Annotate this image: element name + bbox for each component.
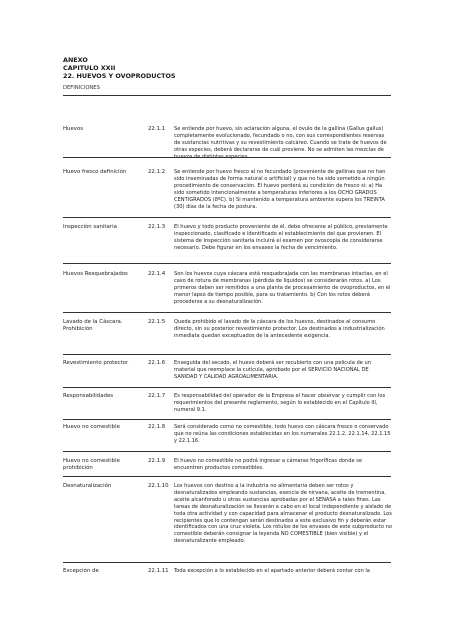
divider [63, 476, 391, 477]
article-number: 22.1.11 [148, 568, 169, 574]
definition-text: El huevo no comestible no podrá ingresar a cámaras frigoríficas donde se encuentren productos comestibles. [174, 458, 363, 471]
divider [63, 157, 391, 158]
article-number: 22.1.2 [148, 169, 166, 175]
divider [63, 562, 391, 563]
definition-text: Se entiende por huevo fresco al no fecundado (proveniente de gallinas que no han sido inseminadas de forma natural o artificial) y que no ha sido sometido a ningún procedimiento de conservación. El huevo perderá su condición de fresco si: a) Ha sido sometido intencionalmente a temperaturas inferiores a los OCHO GRADOS CENTIGRADOS (8ºC). b) Si mantenido a temperatura ambiente supera los TREINTA (30) días de la fecha de postura. [174, 169, 386, 210]
term-no-comestible: Huevo no comestible [63, 424, 120, 430]
article-number: 22.1.9 [148, 458, 166, 464]
article-number: 22.1.3 [148, 224, 166, 230]
definition-text: Queda prohibido el lavado de la cáscara de los huevos, destinados al consumo directo, sin su posterior revestimiento protector. Los destinados a industrialización inmediata quedan exceptuados de la antecedente exigencia. [174, 319, 385, 339]
annex-label: ANEXO [63, 56, 88, 64]
divider [63, 419, 391, 420]
term-revestimiento: Revestimiento protector [63, 360, 129, 366]
term-no-comestible-prohibicion: Huevo no comestible prohibición [63, 458, 120, 472]
article-number: 22.1.4 [148, 271, 166, 277]
document-header [63, 56, 176, 81]
divider [63, 312, 391, 313]
divider [63, 95, 391, 96]
definition-text: Los huevos con destino a la industria no alimentaria deben ser rotos y desnaturalizados empleando sustancias, esencia de nirvana, aceite de trementina, aceite alcanforado u otras sustancias aprobadas por el SENASA a tales fines. Las tareas de desnaturalización se llevarán a cabo en el local independiente y aislado de toda otra actividad y con capacidad para almacenar el producto desnaturalizado. Los recipientes que lo contengan serán destinados a este exclusivo fin y deberán estar identificados con una cruz violeta. Los rótulos de los envases de este subproducto no comestible deberán consignar la leyenda NO COMESTIBLE (bien visible) y el desnaturalizante empleado. [174, 483, 392, 545]
definition-text: El huevo y todo producto proveniente de él, debe ofrecerse al público, previamente inspeccionado, clasificado e identificado el establecimiento del que provienen. El sistema de inspección sanitaria incluirá el examen por ovoscopía de considerarse necesario. Debe figurar en los envases la fecha de vencimiento. [174, 224, 388, 251]
article-number: 22.1.8 [148, 424, 166, 430]
term-huevo-fresco: Huevo fresco definición [63, 169, 127, 175]
definition-text: Toda excepción a lo establecido en el apartado anterior deberá contar con la [174, 568, 370, 574]
term-lavado: Lavado de la Cáscara. Prohibición [63, 319, 123, 333]
definitions-subtitle: DEFINICIONES [63, 85, 100, 91]
term-inspeccion: Inspección sanitaria [63, 224, 117, 230]
definition-text: Se entiende por huevo, sin aclaración alguna, el óvulo de la gallina (Gallus gallus) completamente evolucionado, fecundado o no, con sus correspondientes reservas de sustancias nutritivas y su revestimiento calcáreo. Cuando se trate de huevos de otras especies, deberá declararse de cuál proviene. No se admiten las mezclas de huevos de distintas especies. [174, 126, 387, 160]
term-responsabilidades: Responsabilidades [63, 393, 114, 399]
divider [63, 263, 391, 264]
section-title: 22. HUEVOS Y OVOPRODUCTOS [63, 72, 176, 81]
article-number: 22.1.7 [148, 393, 166, 399]
definition-text: Es responsabilidad del operador de la Empresa el hacer observar y cumplir con los requerimientos del presente reglamento, según lo establecido en el Capítulo III, numeral 9.1. [174, 393, 386, 413]
article-number: 22.1.10 [148, 483, 169, 489]
term-desnaturalizacion: Desnaturalización [63, 483, 112, 489]
definition-text: Será considerado como no comestible, todo huevo con cáscara fresco o conservado que no reúna las condiciones establecidas en los numerales 22.1.2, 22.1.14, 22.1.15 y 22.1.16. [174, 424, 391, 444]
definition-text: Enseguida del secado, el huevo deberá ser recubierto con una película de un material que reemplace la cutícula, aprobado por el SERVICIO NACIONAL DE SANIDAD Y CALIDAD AGROALIMENTARIA. [174, 360, 371, 380]
term-resquebrajados: Huevos Resquebrajados [63, 271, 128, 277]
article-number: 22.1.1 [148, 126, 166, 132]
definition-text: Son los huevos cuya cáscara está resquebrajada con las membranas intactas, en el caso de rotura de membranas (pérdida de líquidos) se considerarán rotos. a) Los primeros deben ser remitidos a una planta de procesamiento de ovoproductos, en el menor lapso de tiempo posible, para su tratamiento. b) Con los rotos deberá procederse a su desnaturalización. [174, 271, 391, 305]
article-number: 22.1.6 [148, 360, 166, 366]
article-number: 22.1.5 [148, 319, 166, 325]
term-excepcion: Excepción de [63, 568, 99, 574]
divider [63, 451, 391, 452]
divider [63, 387, 391, 388]
divider [63, 217, 391, 218]
divider [63, 354, 391, 355]
term-huevos: Huevos [63, 126, 84, 132]
chapter-label: CAPITULO XXII [63, 64, 116, 73]
